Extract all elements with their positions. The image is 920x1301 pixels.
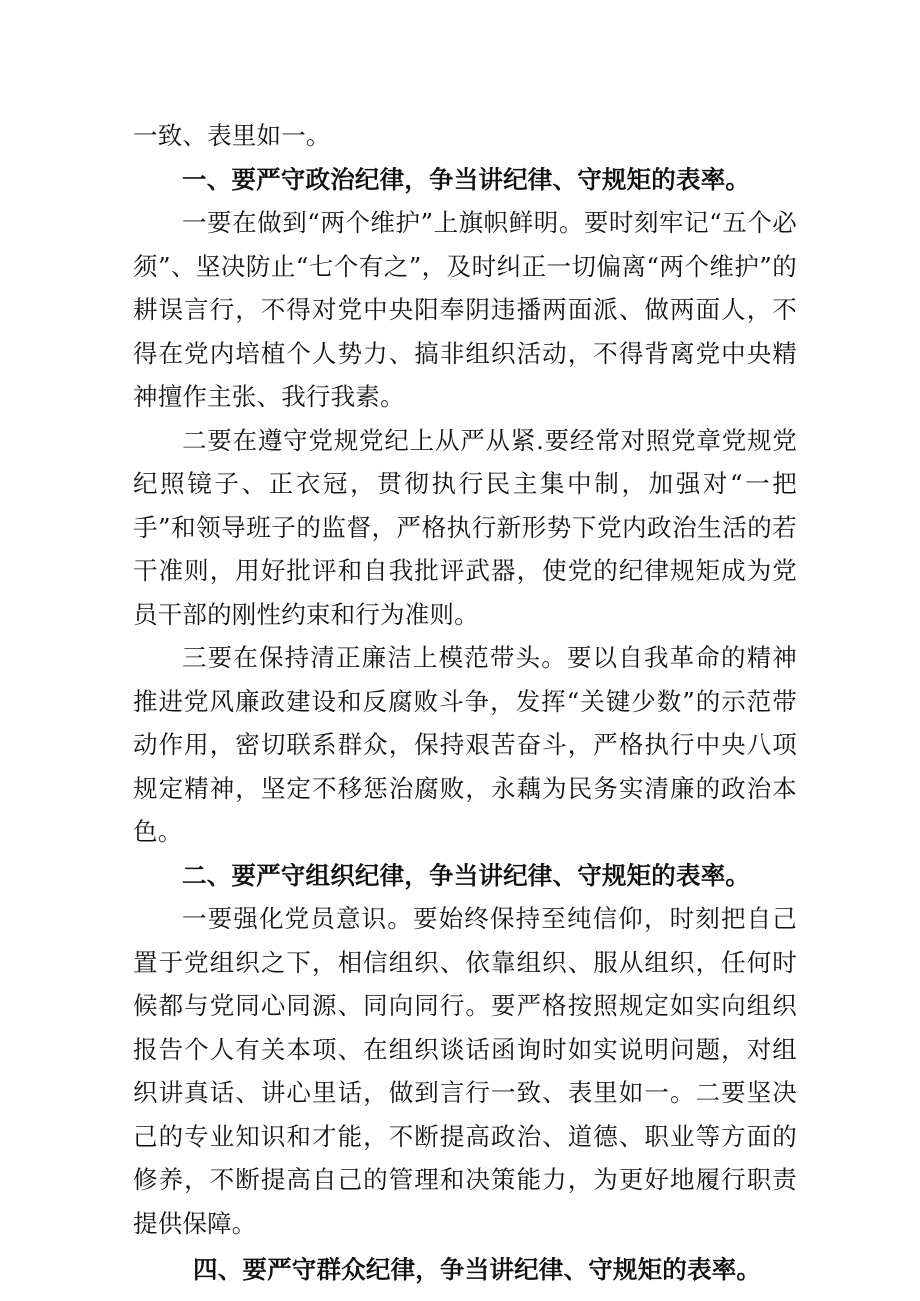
paragraph-party-rules: 二要在遵守党规党纪上从严从紧.要经常对照党章党规党纪照镜子、正衣冠，贯彻执行民主集中制，加强对“一把手”和领导班子的监督，严格执行新形势下党内政治生活的若干准则，用好批评和自我批评武器，使党的纪律规矩成为党员干部的刚性约束和行为准则。 [133, 425, 797, 629]
paragraph-two-safeguards: 一要在做到“两个维护”上旗帜鲜明。要时刻牢记“五个必须”、坚决防止“七个有之”，及时纠正一切偏离“两个维护”的耕误言行，不得对党中央阳奉阴违播两面派、做两面人，不得在党内培植个人势力、搞非组织活动，不得背离党中央精神擅作主张、我行我素。 [133, 208, 797, 411]
section-heading-political-discipline: 一、要严守政治纪律，争当讲纪律、守规矩的表率。 [182, 164, 751, 194]
paragraph-integrity: 三要在保持清正廉洁上模范带头。要以自我革命的精神推进党风廉政建设和反腐败斗争，发挥“关键少数”的示范带动作用，密切联系群众，保持艰苦奋斗，严格执行中央八项规定精神，坚定不移惩治腐败，永藕为民务实清廉的政治本色。 [133, 643, 797, 846]
paragraph-continuation: 一致、表里如一。 [133, 121, 331, 150]
section-heading-organizational-discipline: 二、要严守组织纪律，争当讲纪律、守规矩的表率。 [182, 860, 751, 890]
section-heading-mass-discipline: 四、要严守群众纪律，争当讲纪律、守规矩的表率。 [193, 1255, 762, 1284]
paragraph-party-member-awareness: 一要强化党员意识。要始终保持至纯信仰，时刻把自己置于党组织之下，相信组织、依靠组织、服从组织，任何时候都与党同心同源、同向同行。要严格按照规定如实向组织报告个人有关本项、在组织谈话函询时如实说明问题，对组织讲真话、讲心里话，做到言行一致、表里如一。二要坚决己的专业知识和才能，不断提高政治、道德、职业等方面的修养，不断提高自己的管理和决策能力，为更好地履行职责提供保障。 [133, 904, 797, 1238]
document-body [133, 114, 797, 1292]
